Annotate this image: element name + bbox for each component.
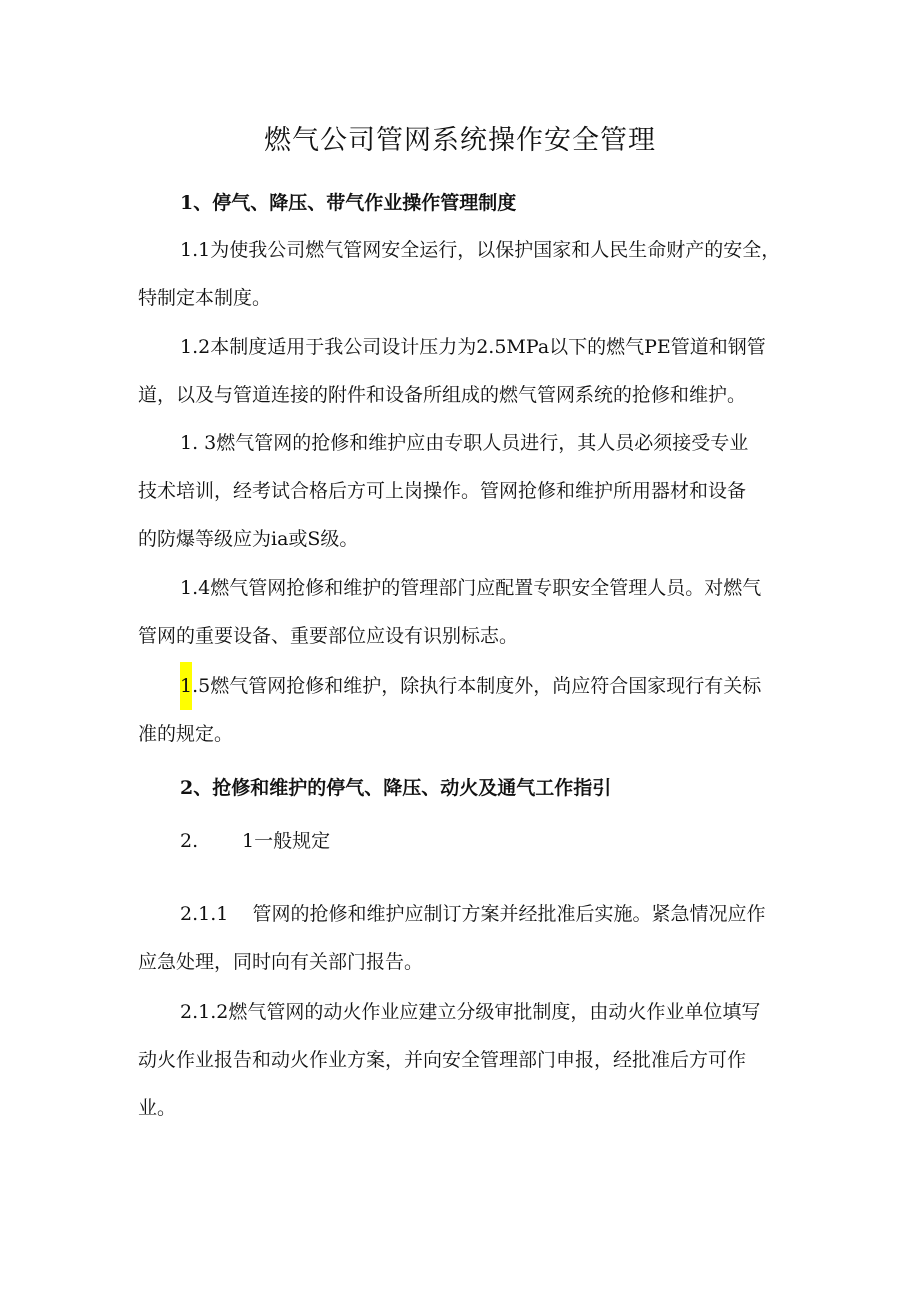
- paragraph-1-2: [138, 323, 788, 419]
- paragraph-line: 特制定本制度。: [138, 287, 272, 309]
- paragraph-line: 1.4燃气管网抢修和维护的管理部门应配置专职安全管理人员。对燃气: [180, 577, 762, 599]
- paragraph-line: 应急处理，同时向有关部门报告。: [138, 951, 424, 973]
- section-2-heading: 2、抢修和维护的停气、降压、动火及通气工作指引: [180, 777, 612, 799]
- paragraph-2-1-1: [138, 890, 788, 986]
- paragraph-line: 1.2本制度适用于我公司设计压力为2.5MPa以下的燃气PE管道和钢管: [180, 336, 766, 358]
- document-title: 燃气公司管网系统操作安全管理: [264, 125, 656, 156]
- paragraph-1-4: [138, 564, 788, 660]
- paragraph-line: 1.1为使我公司燃气管网安全运行，以保护国家和人民生命财产的安全，: [180, 239, 781, 261]
- section-1-heading: 1、停气、降压、带气作业操作管理制度: [180, 192, 517, 214]
- paragraph-line: 动火作业报告和动火作业方案，并向安全管理部门申报，经批准后方可作: [138, 1049, 747, 1071]
- paragraph-line: 2.1.2燃气管网的动火作业应建立分级审批制度，由动火作业单位填写: [180, 1001, 761, 1023]
- paragraph-line: [138, 662, 788, 710]
- paragraph-line: 2.1.1 管网的抢修和维护应制订方案并经批准后实施。紧急情况应作: [180, 903, 766, 925]
- subheading-2-1: [180, 826, 330, 853]
- paragraph-line: 1. 3燃气管网的抢修和维护应由专职人员进行，其人员必须接受专业: [180, 432, 749, 454]
- paragraph-line: 的防爆等级应为ia或S级。: [138, 528, 359, 550]
- paragraph-line: 业。: [138, 1097, 177, 1119]
- paragraph-line: 准的规定。: [138, 723, 234, 745]
- paragraph-line: 技术培训，经考试合格后方可上岗操作。管网抢修和维护所用器材和设备: [138, 480, 747, 502]
- paragraph-2-1-2: [138, 988, 788, 1132]
- paragraph-1-3: [138, 419, 788, 563]
- paragraph-1-1: [138, 226, 788, 322]
- subheading-number: 2.: [180, 830, 199, 852]
- highlighted-text: 1: [180, 662, 192, 710]
- subheading-text: 1一般规定: [242, 830, 331, 852]
- paragraph-line: 道，以及与管道连接的附件和设备所组成的燃气管网系统的抢修和维护。: [138, 384, 747, 406]
- paragraph-1-5: [138, 662, 788, 758]
- paragraph-text: .5燃气管网抢修和维护，除执行本制度外，尚应符合国家现行有关标: [192, 675, 762, 697]
- paragraph-line: 管网的重要设备、重要部位应设有识别标志。: [138, 625, 519, 647]
